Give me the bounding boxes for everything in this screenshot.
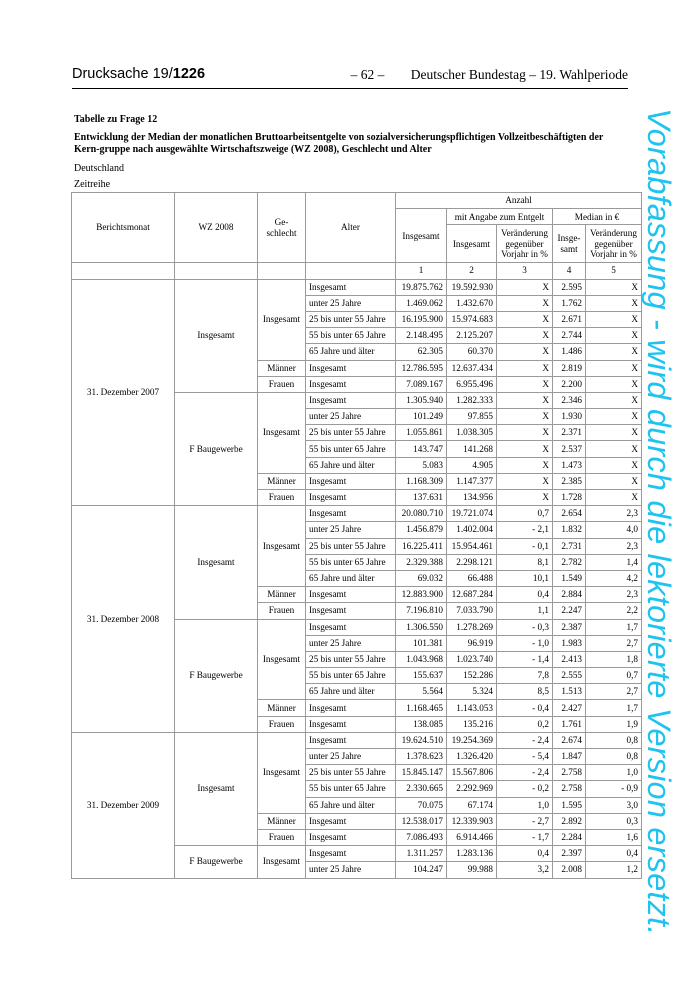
total-cell: 143.747 <box>396 441 447 457</box>
change-cell: X <box>497 295 553 311</box>
change-cell: X <box>497 328 553 344</box>
with-pay-cell: 2.292.969 <box>447 781 497 797</box>
age-cell: Insgesamt <box>306 732 396 748</box>
median-change-cell: 1,9 <box>586 716 642 732</box>
median-change-cell: X <box>586 279 642 295</box>
age-cell: Insgesamt <box>306 473 396 489</box>
with-pay-cell: 134.956 <box>447 490 497 506</box>
sex-cell: Frauen <box>258 376 306 392</box>
median-change-cell: 0,8 <box>586 732 642 748</box>
with-pay-cell: 141.268 <box>447 441 497 457</box>
series-label: Zeitreihe <box>74 179 111 190</box>
median-change-cell: 2,3 <box>586 587 642 603</box>
total-cell: 101.381 <box>396 635 447 651</box>
age-cell: 55 bis unter 65 Jahre <box>306 781 396 797</box>
median-cell: 2.782 <box>553 554 586 570</box>
total-cell: 19.624.510 <box>396 732 447 748</box>
change-cell: X <box>497 409 553 425</box>
total-cell: 1.456.879 <box>396 522 447 538</box>
change-cell: - 2,7 <box>497 813 553 829</box>
sex-cell: Insgesamt <box>258 846 306 878</box>
col-number: 5 <box>586 263 642 279</box>
median-change-cell: X <box>586 409 642 425</box>
median-cell: 2.385 <box>553 473 586 489</box>
median-cell: 1.930 <box>553 409 586 425</box>
change-cell: - 2,4 <box>497 765 553 781</box>
median-cell: 1.832 <box>553 522 586 538</box>
total-cell: 69.032 <box>396 570 447 586</box>
median-cell: 2.247 <box>553 603 586 619</box>
total-cell: 20.080.710 <box>396 506 447 522</box>
median-change-cell: X <box>586 360 642 376</box>
change-cell: 1,0 <box>497 797 553 813</box>
total-cell: 104.247 <box>396 862 447 878</box>
median-change-cell: 1,4 <box>586 554 642 570</box>
sex-cell: Frauen <box>258 603 306 619</box>
sex-cell: Männer <box>258 473 306 489</box>
header-berichtsmonat: Berichtsmonat <box>72 193 175 263</box>
age-cell: 55 bis unter 65 Jahre <box>306 668 396 684</box>
age-cell: Insgesamt <box>306 846 396 862</box>
period-cell: 31. Dezember 2009 <box>72 732 175 878</box>
median-change-cell: X <box>586 344 642 360</box>
median-cell: 2.008 <box>553 862 586 878</box>
median-cell: 2.654 <box>553 506 586 522</box>
sex-cell: Frauen <box>258 490 306 506</box>
change-cell: - 5,4 <box>497 749 553 765</box>
change-cell: X <box>497 490 553 506</box>
total-cell: 70.075 <box>396 797 447 813</box>
period-cell: 31. Dezember 2008 <box>72 506 175 733</box>
median-cell: 2.758 <box>553 765 586 781</box>
total-cell: 5.564 <box>396 684 447 700</box>
median-change-cell: 4,2 <box>586 570 642 586</box>
wz-cell: Insgesamt <box>175 732 258 845</box>
total-cell: 7.089.167 <box>396 376 447 392</box>
total-cell: 1.168.309 <box>396 473 447 489</box>
age-cell: unter 25 Jahre <box>306 522 396 538</box>
change-cell: 0,4 <box>497 587 553 603</box>
median-change-cell: X <box>586 425 642 441</box>
with-pay-cell: 2.125.207 <box>447 328 497 344</box>
median-cell: 2.884 <box>553 587 586 603</box>
wz-cell: F Baugewerbe <box>175 392 258 505</box>
age-cell: 25 bis unter 55 Jahre <box>306 311 396 327</box>
with-pay-cell: 152.286 <box>447 668 497 684</box>
change-cell: 8,1 <box>497 554 553 570</box>
age-cell: Insgesamt <box>306 392 396 408</box>
change-cell: - 0,2 <box>497 781 553 797</box>
header-blank <box>306 263 396 279</box>
total-cell: 1.305.940 <box>396 392 447 408</box>
median-cell: 2.744 <box>553 328 586 344</box>
with-pay-cell: 60.370 <box>447 344 497 360</box>
header-insge-samt-text: Insge- samt <box>557 233 581 254</box>
total-cell: 7.086.493 <box>396 829 447 845</box>
table-reference: Tabelle zu Frage 12 <box>74 114 158 125</box>
wz-cell: F Baugewerbe <box>175 619 258 732</box>
age-cell: 25 bis unter 55 Jahre <box>306 651 396 667</box>
median-change-cell: X <box>586 311 642 327</box>
total-cell: 7.196.810 <box>396 603 447 619</box>
median-cell: 2.427 <box>553 700 586 716</box>
median-cell: 2.595 <box>553 279 586 295</box>
with-pay-cell: 6.914.466 <box>447 829 497 845</box>
total-cell: 1.378.623 <box>396 749 447 765</box>
total-cell: 1.043.968 <box>396 651 447 667</box>
with-pay-cell: 4.905 <box>447 457 497 473</box>
with-pay-cell: 1.143.053 <box>447 700 497 716</box>
total-cell: 16.225.411 <box>396 538 447 554</box>
header-anzahl: Anzahl <box>396 193 642 209</box>
age-cell: Insgesamt <box>306 490 396 506</box>
header-veraenderung: Veränderung gegenüber Vorjahr in % <box>497 225 553 263</box>
col-number: 2 <box>447 263 497 279</box>
median-change-cell: 2,3 <box>586 506 642 522</box>
total-cell: 5.083 <box>396 457 447 473</box>
median-change-cell: X <box>586 328 642 344</box>
median-cell: 1.728 <box>553 490 586 506</box>
header-insgesamt: Insgesamt <box>396 209 447 263</box>
with-pay-cell: 1.283.136 <box>447 846 497 862</box>
median-change-cell: - 0,9 <box>586 781 642 797</box>
with-pay-cell: 1.326.420 <box>447 749 497 765</box>
with-pay-cell: 135.216 <box>447 716 497 732</box>
page-header <box>72 66 628 89</box>
total-cell: 137.631 <box>396 490 447 506</box>
median-cell: 2.537 <box>553 441 586 457</box>
total-cell: 2.329.388 <box>396 554 447 570</box>
age-cell: 65 Jahre und älter <box>306 457 396 473</box>
age-cell: Insgesamt <box>306 813 396 829</box>
sex-cell: Männer <box>258 587 306 603</box>
age-cell: Insgesamt <box>306 376 396 392</box>
change-cell: - 1,4 <box>497 651 553 667</box>
median-change-cell: 0,8 <box>586 749 642 765</box>
total-cell: 2.148.495 <box>396 328 447 344</box>
age-cell: 55 bis unter 65 Jahre <box>306 441 396 457</box>
change-cell: X <box>497 360 553 376</box>
median-change-cell: 1,7 <box>586 700 642 716</box>
sex-cell: Insgesamt <box>258 619 306 700</box>
change-cell: X <box>497 473 553 489</box>
age-cell: Insgesamt <box>306 700 396 716</box>
with-pay-cell: 19.592.930 <box>447 279 497 295</box>
total-cell: 15.845.147 <box>396 765 447 781</box>
col-number: 3 <box>497 263 553 279</box>
age-cell: Insgesamt <box>306 716 396 732</box>
doc-number-bold: 1226 <box>172 66 206 82</box>
table-row <box>72 506 642 522</box>
median-change-cell: 3,0 <box>586 797 642 813</box>
median-change-cell: X <box>586 490 642 506</box>
total-cell: 12.883.900 <box>396 587 447 603</box>
sex-cell: Männer <box>258 700 306 716</box>
change-cell: 1,1 <box>497 603 553 619</box>
median-cell: 1.595 <box>553 797 586 813</box>
change-cell: - 0,1 <box>497 538 553 554</box>
change-cell: - 1,7 <box>497 829 553 845</box>
with-pay-cell: 12.339.903 <box>447 813 497 829</box>
wz-cell: F Baugewerbe <box>175 846 258 878</box>
age-cell: 55 bis unter 65 Jahre <box>306 328 396 344</box>
with-pay-cell: 12.637.434 <box>447 360 497 376</box>
with-pay-cell: 15.974.683 <box>447 311 497 327</box>
header-blank <box>258 263 306 279</box>
median-cell: 2.413 <box>553 651 586 667</box>
header-blank <box>72 263 175 279</box>
total-cell: 155.637 <box>396 668 447 684</box>
median-cell: 2.346 <box>553 392 586 408</box>
header-veraenderung-2: Veränderung gegenüber Vorjahr in % <box>586 225 642 263</box>
change-cell: X <box>497 311 553 327</box>
with-pay-cell: 19.254.369 <box>447 732 497 748</box>
total-cell: 12.786.595 <box>396 360 447 376</box>
total-cell: 1.469.062 <box>396 295 447 311</box>
header-mit-angabe: mit Angabe zum Entgelt <box>447 209 553 225</box>
median-cell: 1.473 <box>553 457 586 473</box>
age-cell: 65 Jahre und älter <box>306 344 396 360</box>
median-change-cell: 1,8 <box>586 651 642 667</box>
wz-cell: Insgesamt <box>175 506 258 619</box>
age-cell: unter 25 Jahre <box>306 749 396 765</box>
age-cell: Insgesamt <box>306 829 396 845</box>
with-pay-cell: 6.955.496 <box>447 376 497 392</box>
with-pay-cell: 15.567.806 <box>447 765 497 781</box>
change-cell: 3,2 <box>497 862 553 878</box>
change-cell: X <box>497 425 553 441</box>
change-cell: X <box>497 376 553 392</box>
median-change-cell: 0,3 <box>586 813 642 829</box>
age-cell: 25 bis unter 55 Jahre <box>306 425 396 441</box>
age-cell: Insgesamt <box>306 619 396 635</box>
median-cell: 2.555 <box>553 668 586 684</box>
total-cell: 1.306.550 <box>396 619 447 635</box>
age-cell: 25 bis unter 55 Jahre <box>306 765 396 781</box>
with-pay-cell: 96.919 <box>447 635 497 651</box>
age-cell: unter 25 Jahre <box>306 409 396 425</box>
table-title: Entwicklung der Median der monatlichen Bruttoarbeitsentgelte von sozialversicherungspflichtigen Vollzeitbeschäftigten der Kern-gruppe nach ausgewählte Wirtschaftszweige (WZ 2008), Geschlecht und Alter <box>74 132 604 155</box>
median-change-cell: 2,7 <box>586 635 642 651</box>
page-number: – 62 – <box>350 67 385 82</box>
header-alter: Alter <box>306 193 396 263</box>
with-pay-cell: 1.432.670 <box>447 295 497 311</box>
change-cell: 0,2 <box>497 716 553 732</box>
change-cell: - 2,1 <box>497 522 553 538</box>
median-cell: 2.892 <box>553 813 586 829</box>
sex-cell: Insgesamt <box>258 732 306 813</box>
median-cell: 2.200 <box>553 376 586 392</box>
change-cell: 7,8 <box>497 668 553 684</box>
median-change-cell: X <box>586 295 642 311</box>
header-insge-samt <box>553 225 586 263</box>
sex-cell: Frauen <box>258 716 306 732</box>
with-pay-cell: 97.855 <box>447 409 497 425</box>
with-pay-cell: 1.278.269 <box>447 619 497 635</box>
median-cell: 2.758 <box>553 781 586 797</box>
total-cell: 2.330.665 <box>396 781 447 797</box>
draft-watermark: Vorabfassung - wird durch die lektorierte Version ersetzt. <box>641 108 677 936</box>
total-cell: 1.311.257 <box>396 846 447 862</box>
sex-cell: Insgesamt <box>258 279 306 360</box>
with-pay-cell: 99.988 <box>447 862 497 878</box>
age-cell: Insgesamt <box>306 506 396 522</box>
sex-cell: Frauen <box>258 829 306 845</box>
age-cell: unter 25 Jahre <box>306 862 396 878</box>
total-cell: 16.195.900 <box>396 311 447 327</box>
median-cell: 2.387 <box>553 619 586 635</box>
data-table <box>71 192 642 879</box>
median-cell: 1.761 <box>553 716 586 732</box>
age-cell: Insgesamt <box>306 279 396 295</box>
age-cell: Insgesamt <box>306 603 396 619</box>
with-pay-cell: 19.721.074 <box>447 506 497 522</box>
median-change-cell: 0,7 <box>586 668 642 684</box>
change-cell: 0,4 <box>497 846 553 862</box>
median-cell: 2.371 <box>553 425 586 441</box>
age-cell: 65 Jahre und älter <box>306 570 396 586</box>
change-cell: - 0,3 <box>497 619 553 635</box>
with-pay-cell: 15.954.461 <box>447 538 497 554</box>
with-pay-cell: 1.282.333 <box>447 392 497 408</box>
header-median: Median in € <box>553 209 642 225</box>
median-change-cell: X <box>586 376 642 392</box>
with-pay-cell: 1.038.305 <box>447 425 497 441</box>
with-pay-cell: 1.147.377 <box>447 473 497 489</box>
median-cell: 1.486 <box>553 344 586 360</box>
with-pay-cell: 12.687.284 <box>447 587 497 603</box>
median-change-cell: 1,0 <box>586 765 642 781</box>
total-cell: 19.875.762 <box>396 279 447 295</box>
institution: Deutscher Bundestag – 19. Wahlperiode <box>410 67 628 82</box>
median-change-cell: 1,7 <box>586 619 642 635</box>
age-cell: 55 bis unter 65 Jahre <box>306 554 396 570</box>
change-cell: X <box>497 392 553 408</box>
header-insgesamt-2: Insgesamt <box>447 225 497 263</box>
region-label: Deutschland <box>74 163 124 174</box>
with-pay-cell: 1.023.740 <box>447 651 497 667</box>
median-cell: 2.397 <box>553 846 586 862</box>
median-cell: 2.284 <box>553 829 586 845</box>
sex-cell: Insgesamt <box>258 392 306 473</box>
change-cell: 8,5 <box>497 684 553 700</box>
change-cell: X <box>497 457 553 473</box>
period-cell: 31. Dezember 2007 <box>72 279 175 506</box>
median-change-cell: X <box>586 392 642 408</box>
median-cell: 2.674 <box>553 732 586 748</box>
header-geschlecht <box>258 193 306 263</box>
with-pay-cell: 2.298.121 <box>447 554 497 570</box>
change-cell: X <box>497 344 553 360</box>
median-cell: 1.983 <box>553 635 586 651</box>
median-cell: 1.847 <box>553 749 586 765</box>
median-change-cell: X <box>586 473 642 489</box>
age-cell: Insgesamt <box>306 587 396 603</box>
with-pay-cell: 67.174 <box>447 797 497 813</box>
median-cell: 1.549 <box>553 570 586 586</box>
col-number: 1 <box>396 263 447 279</box>
median-change-cell: X <box>586 457 642 473</box>
change-cell: X <box>497 279 553 295</box>
doc-number-prefix: 19/ <box>152 66 173 82</box>
age-cell: 65 Jahre und älter <box>306 684 396 700</box>
change-cell: 0,7 <box>497 506 553 522</box>
median-change-cell: 2,3 <box>586 538 642 554</box>
median-change-cell: 1,6 <box>586 829 642 845</box>
col-number: 4 <box>553 263 586 279</box>
age-cell: 25 bis unter 55 Jahre <box>306 538 396 554</box>
sex-cell: Männer <box>258 813 306 829</box>
sex-cell: Insgesamt <box>258 506 306 587</box>
median-cell: 2.819 <box>553 360 586 376</box>
total-cell: 138.085 <box>396 716 447 732</box>
median-change-cell: 1,2 <box>586 862 642 878</box>
age-cell: unter 25 Jahre <box>306 295 396 311</box>
header-wz: WZ 2008 <box>175 193 258 263</box>
median-cell: 2.671 <box>553 311 586 327</box>
total-cell: 1.055.861 <box>396 425 447 441</box>
table-row <box>72 279 642 295</box>
change-cell: - 2,4 <box>497 732 553 748</box>
change-cell: - 0,4 <box>497 700 553 716</box>
total-cell: 1.168.465 <box>396 700 447 716</box>
median-change-cell: 2,7 <box>586 684 642 700</box>
age-cell: unter 25 Jahre <box>306 635 396 651</box>
header-geschlecht-text: Ge- schlecht <box>266 217 297 238</box>
median-cell: 1.513 <box>553 684 586 700</box>
median-change-cell: 4,0 <box>586 522 642 538</box>
age-cell: 65 Jahre und älter <box>306 797 396 813</box>
with-pay-cell: 7.033.790 <box>447 603 497 619</box>
table-row <box>72 732 642 748</box>
change-cell: - 1,0 <box>497 635 553 651</box>
total-cell: 62.305 <box>396 344 447 360</box>
median-change-cell: 2,2 <box>586 603 642 619</box>
median-cell: 2.731 <box>553 538 586 554</box>
median-change-cell: X <box>586 441 642 457</box>
age-cell: Insgesamt <box>306 360 396 376</box>
with-pay-cell: 5.324 <box>447 684 497 700</box>
total-cell: 101.249 <box>396 409 447 425</box>
median-change-cell: 0,4 <box>586 846 642 862</box>
header-blank <box>175 263 258 279</box>
with-pay-cell: 66.488 <box>447 570 497 586</box>
doc-label: Drucksache <box>72 66 149 82</box>
median-cell: 1.762 <box>553 295 586 311</box>
sex-cell: Männer <box>258 360 306 376</box>
wz-cell: Insgesamt <box>175 279 258 392</box>
total-cell: 12.538.017 <box>396 813 447 829</box>
with-pay-cell: 1.402.004 <box>447 522 497 538</box>
change-cell: X <box>497 441 553 457</box>
change-cell: 10,1 <box>497 570 553 586</box>
